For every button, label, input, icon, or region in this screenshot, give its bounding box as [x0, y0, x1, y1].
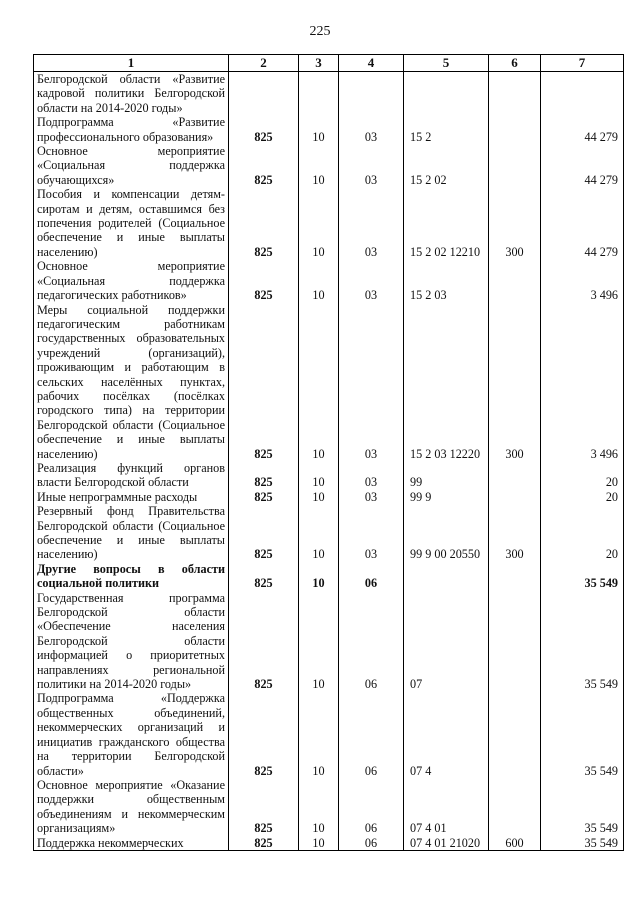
table-row: [34, 591, 624, 692]
row-subsection: 06: [339, 562, 404, 591]
table-row: [34, 504, 624, 562]
table-row: [34, 72, 624, 116]
row-amount: 3 496: [541, 303, 624, 461]
row-subsection: 03: [339, 303, 404, 461]
row-name: Резервный фонд Правительства Белгородской области (Социальное обеспечение и иные выплаты населению): [34, 504, 229, 562]
row-subsection: 06: [339, 691, 404, 777]
page-number: 225: [309, 24, 331, 39]
row-subsection: 03: [339, 187, 404, 259]
row-amount: 3 496: [541, 259, 624, 302]
row-target-article: 07 4 01: [404, 778, 489, 836]
table-row: [34, 187, 624, 259]
row-amount: 44 279: [541, 144, 624, 187]
row-admin-code: 825: [229, 691, 299, 777]
row-target-article: 15 2 03: [404, 259, 489, 302]
row-expense-type: 600: [489, 836, 541, 851]
row-section: 10: [299, 836, 339, 851]
row-amount: 20: [541, 490, 624, 504]
table-row: [34, 691, 624, 777]
row-subsection: 03: [339, 115, 404, 144]
row-name: Другие вопросы в области социальной политики: [34, 562, 229, 591]
row-expense-type: [489, 490, 541, 504]
row-name: Иные непрограммные расходы: [34, 490, 229, 504]
row-amount: 35 549: [541, 562, 624, 591]
row-admin-code: 825: [229, 591, 299, 692]
row-name: Поддержка некоммерческих: [34, 836, 229, 851]
row-subsection: 03: [339, 504, 404, 562]
row-expense-type: [489, 72, 541, 116]
row-subsection: 03: [339, 144, 404, 187]
row-expense-type: [489, 259, 541, 302]
table-row: [34, 461, 624, 490]
header-col-6: 6: [489, 55, 541, 72]
row-admin-code: 825: [229, 144, 299, 187]
row-expense-type: [489, 115, 541, 144]
row-section: 10: [299, 691, 339, 777]
row-section: 10: [299, 259, 339, 302]
row-expense-type: [489, 562, 541, 591]
row-admin-code: 825: [229, 562, 299, 591]
row-section: 10: [299, 591, 339, 692]
header-col-1: 1: [34, 55, 229, 72]
row-name: Основное мероприятие «Социальная поддержка обучающихся»: [34, 144, 229, 187]
row-admin-code: 825: [229, 259, 299, 302]
row-target-article: 15 2 03 12220: [404, 303, 489, 461]
header-col-7: 7: [541, 55, 624, 72]
row-section: 10: [299, 115, 339, 144]
table-row: [34, 303, 624, 461]
table-row: [34, 144, 624, 187]
row-amount: 20: [541, 504, 624, 562]
budget-table: [33, 54, 624, 851]
row-subsection: [339, 72, 404, 116]
row-expense-type: [489, 691, 541, 777]
row-amount: 44 279: [541, 187, 624, 259]
table-row: [34, 836, 624, 851]
row-section: 10: [299, 778, 339, 836]
row-amount: 35 549: [541, 778, 624, 836]
row-amount: 35 549: [541, 691, 624, 777]
table-row: [34, 259, 624, 302]
row-name: Основное мероприятие «Социальная поддержка педагогических работников»: [34, 259, 229, 302]
row-admin-code: 825: [229, 303, 299, 461]
row-subsection: 03: [339, 490, 404, 504]
row-admin-code: 825: [229, 115, 299, 144]
row-expense-type: [489, 591, 541, 692]
row-target-article: 15 2: [404, 115, 489, 144]
row-amount: 44 279: [541, 115, 624, 144]
row-target-article: 07: [404, 591, 489, 692]
row-name: Подпрограмма «Развитие профессионального образования»: [34, 115, 229, 144]
row-target-article: [404, 562, 489, 591]
row-target-article: 99 9: [404, 490, 489, 504]
table-row: [34, 562, 624, 591]
row-target-article: 15 2 02 12210: [404, 187, 489, 259]
header-col-2: 2: [229, 55, 299, 72]
row-subsection: 03: [339, 461, 404, 490]
row-target-article: 99: [404, 461, 489, 490]
row-section: [299, 72, 339, 116]
row-expense-type: [489, 778, 541, 836]
row-expense-type: [489, 144, 541, 187]
row-name: Основное мероприятие «Оказание поддержки общественным объединениям и некоммерческим организациям»: [34, 778, 229, 836]
row-name: Белгородской области «Развитие кадровой политики Белгородской области на 2014-2020 годы»: [34, 72, 229, 116]
row-subsection: 06: [339, 591, 404, 692]
row-amount: 35 549: [541, 836, 624, 851]
row-admin-code: 825: [229, 187, 299, 259]
row-name: Подпрограмма «Поддержка общественных объединений, некоммерческих организаций и инициатив гражданского общества на территории Белгородской области»: [34, 691, 229, 777]
table-row: [34, 490, 624, 504]
row-expense-type: 300: [489, 187, 541, 259]
row-admin-code: 825: [229, 504, 299, 562]
row-admin-code: 825: [229, 490, 299, 504]
row-target-article: 15 2 02: [404, 144, 489, 187]
table-row: [34, 115, 624, 144]
row-section: 10: [299, 461, 339, 490]
row-section: 10: [299, 562, 339, 591]
row-expense-type: 300: [489, 303, 541, 461]
table-row: [34, 778, 624, 836]
header-col-3: 3: [299, 55, 339, 72]
row-admin-code: 825: [229, 836, 299, 851]
row-section: 10: [299, 504, 339, 562]
row-section: 10: [299, 303, 339, 461]
row-name: Государственная программа Белгородской области «Обеспечение населения Белгородской области информацией о приоритетных направлениях региональной политики на 2014-2020 годы»: [34, 591, 229, 692]
row-target-article: 99 9 00 20550: [404, 504, 489, 562]
row-subsection: 06: [339, 778, 404, 836]
row-admin-code: 825: [229, 461, 299, 490]
row-section: 10: [299, 187, 339, 259]
row-name: Меры социальной поддержки педагогическим работникам государственных образовательных учреждений (организаций), проживающим и работающим в сельских населённых пунктах, рабочих посёлках (посёлках городского типа) на территории Белгородской области (Социальное обеспечение и иные выплаты населению): [34, 303, 229, 461]
row-amount: [541, 72, 624, 116]
row-amount: 20: [541, 461, 624, 490]
row-name: Пособия и компенсации детям-сиротам и детям, оставшимся без попечения родителей (Социальное обеспечение и иные выплаты населению): [34, 187, 229, 259]
row-subsection: 03: [339, 259, 404, 302]
header-row: [34, 55, 624, 72]
row-section: 10: [299, 144, 339, 187]
row-target-article: [404, 72, 489, 116]
header-col-4: 4: [339, 55, 404, 72]
row-subsection: 06: [339, 836, 404, 851]
row-section: 10: [299, 490, 339, 504]
row-target-article: 07 4: [404, 691, 489, 777]
row-name: Реализация функций органов власти Белгородской области: [34, 461, 229, 490]
row-expense-type: [489, 461, 541, 490]
row-amount: 35 549: [541, 591, 624, 692]
row-target-article: 07 4 01 21020: [404, 836, 489, 851]
row-admin-code: 825: [229, 778, 299, 836]
row-expense-type: 300: [489, 504, 541, 562]
header-col-5: 5: [404, 55, 489, 72]
row-admin-code: [229, 72, 299, 116]
